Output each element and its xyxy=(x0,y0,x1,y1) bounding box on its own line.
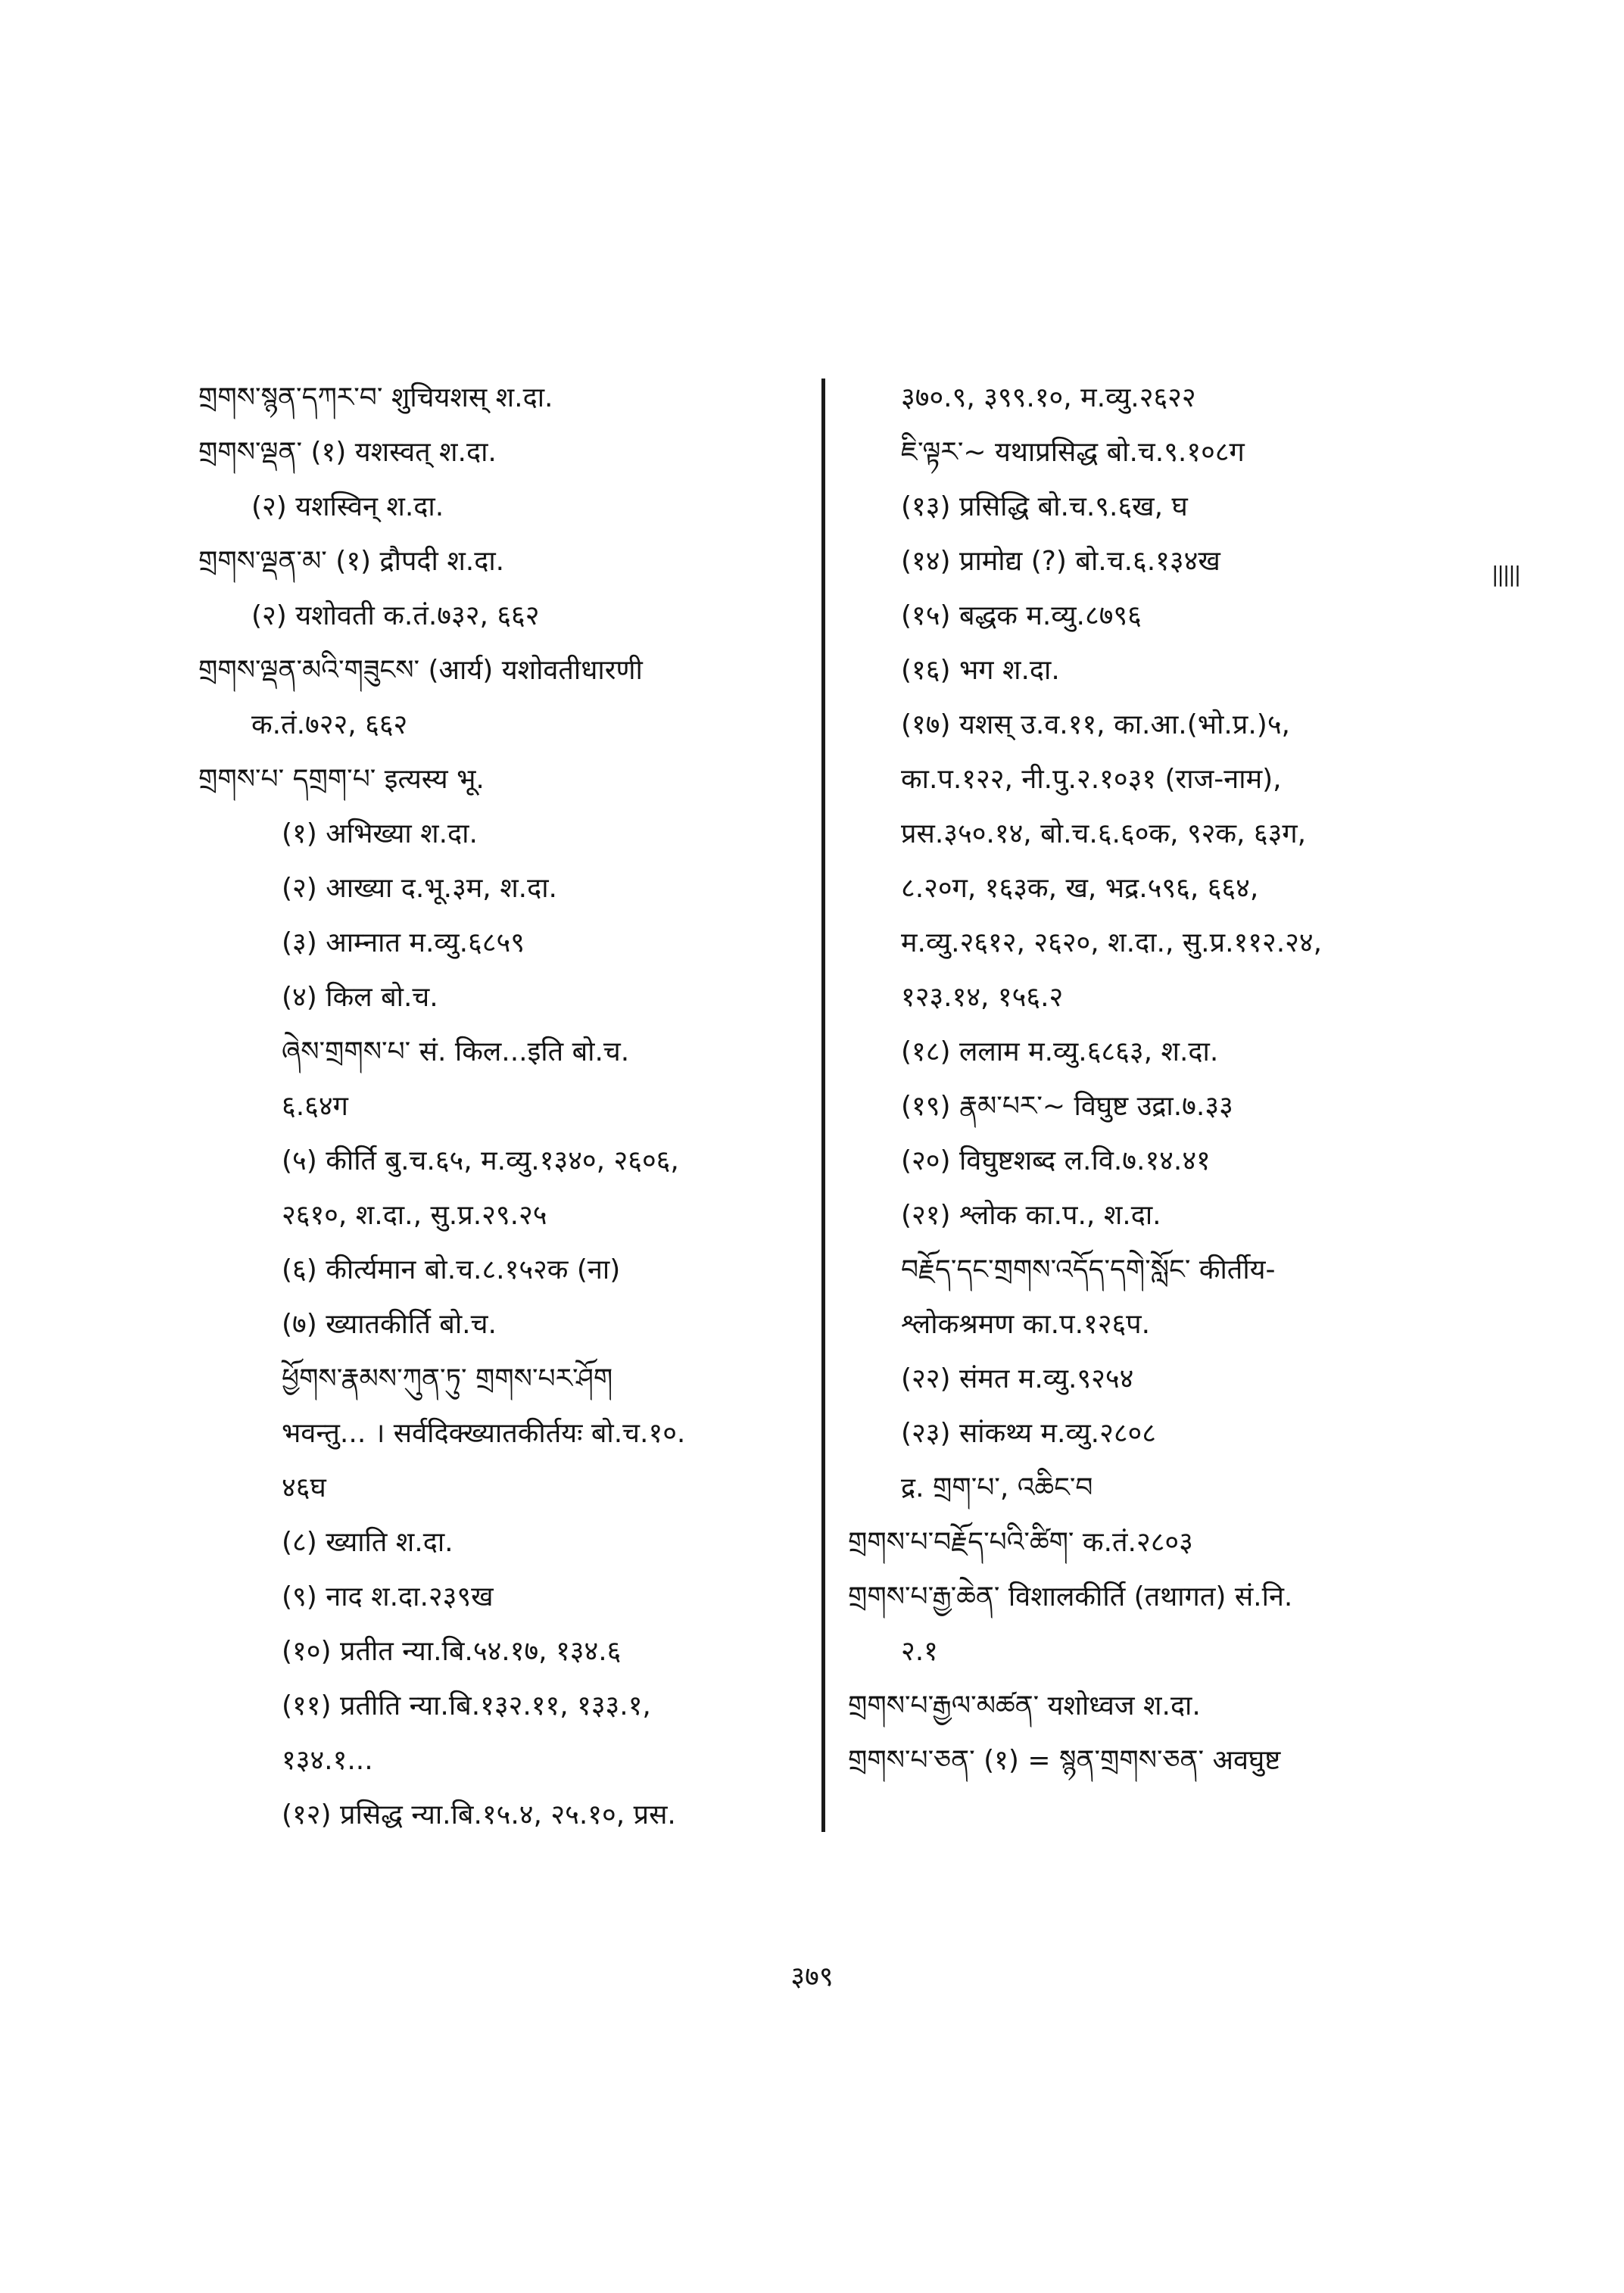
entry-line: ८.२०ग, १६३क, ख, भद्र.५९६, ६६४, xyxy=(901,873,1259,904)
entry-line: १२३.१४, १५६.२ xyxy=(901,982,1064,1013)
entry-line: གྲགས་ལྡན་མའི་གཟུངས་ (आर्य) यशोवतीधारणी xyxy=(198,655,643,686)
entry-line: གྲགས་པ་བརྗོད་པའི་ཚིག་ क.तं.२८०३ xyxy=(848,1527,1193,1558)
entry-line: (६) कीर्त्यमान बो.च.८.१५२क (ना) xyxy=(282,1254,621,1285)
entry-line: གྲགས་པ་རྒྱལ་མཚན་ यशोध्वज श.दा. xyxy=(848,1690,1201,1721)
entry-line: १३४.१... xyxy=(282,1745,373,1776)
entry-line: (२२) संमत म.व्यु.९२५४ xyxy=(901,1363,1134,1394)
entry-line: क.तं.७२२, ६६२ xyxy=(251,709,408,740)
entry-line: का.प.१२२, नी.पु.२.१०३१ (राज-नाम), xyxy=(901,764,1282,795)
entry-line: (१७) यशस् उ.व.११, का.आ.(भो.प्र.)५, xyxy=(901,709,1290,740)
entry-line: (४) किल बो.च. xyxy=(282,982,438,1013)
entry-line: (१५) बद्धक म.व्यु.८७९६ xyxy=(901,600,1142,631)
entry-line: ཞེས་གྲགས་པ་ सं. किल...इति बो.च. xyxy=(282,1036,630,1067)
entry-line: (१३) प्रसिद्धि बो.च.९.६ख, घ xyxy=(901,491,1188,522)
entry-line: (१८) ललाम म.व्यु.६८६३, श.दा. xyxy=(901,1036,1219,1067)
entry-line: द्र. གྲག་པ་, འཆིང་བ xyxy=(901,1472,1093,1503)
margin-mark: ||||| xyxy=(1492,562,1520,587)
entry-line: (१०) प्रतीत न्या.बि.५४.१७, १३४.६ xyxy=(282,1636,622,1667)
entry-line: (१) अभिख्या श.दा. xyxy=(282,818,478,849)
entry-line: (७) ख्यातकीर्ति बो.च. xyxy=(282,1309,497,1340)
entry-line: གྲགས་པ་རྒྱ་ཆེན་ विशालकीर्ति (तथागत) सं.नि. xyxy=(848,1581,1293,1612)
entry-line: གྲགས་པ་ཅན་ (१) = སྙན་གྲགས་ཅན་ अवघुष्ट xyxy=(848,1745,1281,1776)
entry-line: म.व्यु.२६१२, २६२०, श.दा., सु.प्र.११२.२४, xyxy=(901,927,1323,958)
entry-line: (३) आम्नात म.व्यु.६८५९ xyxy=(282,927,525,958)
entry-line: (११) प्रतीति न्या.बि.१३२.११, १३३.१, xyxy=(282,1690,651,1721)
column-divider xyxy=(821,379,825,1832)
entry-line: २६१०, श.दा., सु.प्र.२९.२५ xyxy=(282,1200,547,1231)
entry-line: (१२) प्रसिद्ध न्या.बि.१५.४, २५.१०, प्रस. xyxy=(282,1799,676,1830)
entry-line: གྲགས་པ་ དགྲག་པ་ इत्यस्य भू. xyxy=(198,764,485,795)
entry-line: (२३) सांकथ्य म.व्यु.२८०८ xyxy=(901,1418,1156,1449)
entry-line: (८) ख्याति श.दा. xyxy=(282,1527,454,1558)
entry-line: ४६घ xyxy=(282,1472,326,1503)
page-number: ३७९ xyxy=(790,1961,834,1992)
entry-line: भवन्तु... । सर्वदिक्ख्यातकीर्तयः बो.च.१०. xyxy=(282,1418,686,1449)
entry-line: प्रस.३५०.१४, बो.च.६.६०क, ९२क, ६३ग, xyxy=(901,818,1307,849)
entry-line: (५) कीर्ति बु.च.६५, म.व्यु.१३४०, २६०६, xyxy=(282,1145,679,1176)
entry-line: (१९) རྣམ་པར་~ विघुष्ट उद्रा.७.३३ xyxy=(901,1091,1233,1122)
entry-line: ३७०.९, ३९९.१०, म.व्यु.२६२२ xyxy=(901,382,1196,413)
entry-line: ཇི་ལྟར་~ यथाप्रसिद्ध बो.च.९.१०८ग xyxy=(901,437,1245,468)
entry-line: २.१ xyxy=(901,1636,938,1667)
entry-line: (२०) विघुष्टशब्द ल.वि.७.१४.४१ xyxy=(901,1145,1211,1176)
entry-line: (१६) भग श.दा. xyxy=(901,655,1060,686)
entry-line: གྲགས་ལྡན་ (१) यशस्वत् श.दा. xyxy=(198,437,497,468)
entry-line: གྲགས་ལྡན་མ་ (१) द्रौपदी श.दा. xyxy=(198,546,505,577)
entry-line: བརྗོད་དང་གྲགས་འདོད་དགེ་སློང་ कीर्तीय- xyxy=(901,1254,1276,1285)
entry-line: (१४) प्रामोद्य (?) बो.च.६.१३४ख xyxy=(901,546,1220,577)
entry-line: श्लोकश्रमण का.प.१२६प. xyxy=(901,1309,1151,1340)
entry-line: ६.६४ग xyxy=(282,1091,348,1122)
entry-line: (९) नाद श.दा.२३९ख xyxy=(282,1581,494,1612)
right-column xyxy=(848,371,1454,1788)
entry-line: ཕྱོགས་རྣམས་ཀུན་ཏུ་ གྲགས་པར་ཤོག xyxy=(282,1363,613,1394)
entry-line: (२१) श्लोक का.प., श.दा. xyxy=(901,1200,1161,1231)
entry-line: (२) यशस्विन् श.दा. xyxy=(251,491,444,522)
entry-line: གྲགས་སྙན་དཀར་བ་ शुचियशस् श.दा. xyxy=(198,382,553,413)
left-column xyxy=(198,371,804,1843)
entry-line: (२) आख्या द.भू.३म, श.दा. xyxy=(282,873,558,904)
entry-line: (२) यशोवती क.तं.७३२, ६६२ xyxy=(251,600,540,631)
